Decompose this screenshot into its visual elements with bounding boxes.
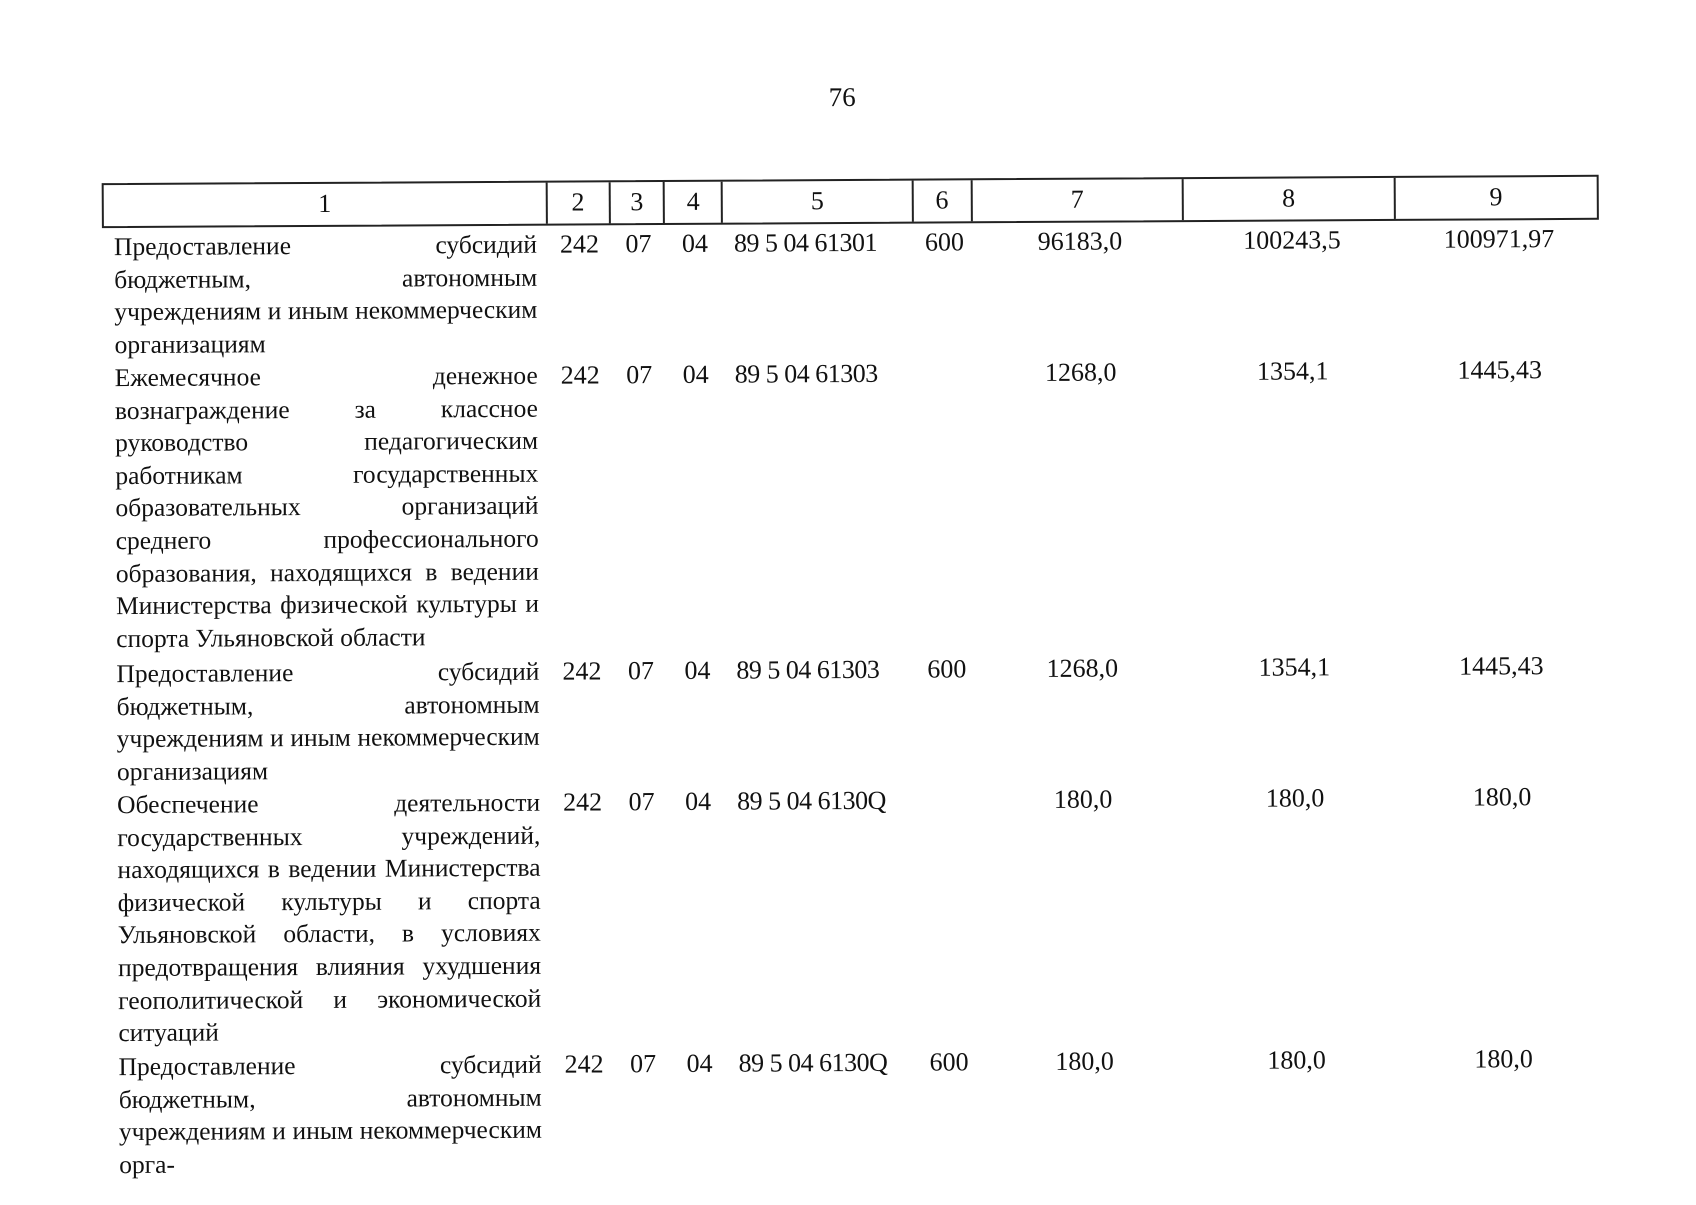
cell-col5: 89 5 04 6130Q xyxy=(731,785,924,818)
cell-col9: 1445,43 xyxy=(1399,354,1601,387)
cell-col2: 242 xyxy=(553,1048,616,1080)
cell-col7: 1268,0 xyxy=(975,356,1187,389)
header-cell: 6 xyxy=(913,180,972,221)
cell-col4: 04 xyxy=(669,786,727,818)
cell-col5: 89 5 04 61301 xyxy=(728,227,921,260)
row-description: Ежемесячное денежное вознаграждение за классное руководство педагогическим работникам государственных образовательных организаций среднего профессионального образования, находящихся в ведении Министерства физической культуры и спорта Ульяновской области xyxy=(115,360,540,656)
header-cell: 8 xyxy=(1184,178,1396,220)
cell-col7: 1268,0 xyxy=(976,652,1188,685)
cell-col2: 242 xyxy=(548,228,611,260)
cell-col9: 1445,43 xyxy=(1400,650,1602,683)
cell-col6: 600 xyxy=(915,226,974,258)
cell-col8: 180,0 xyxy=(1189,782,1401,815)
cell-col3: 07 xyxy=(611,228,666,260)
cell-col3: 07 xyxy=(612,359,667,391)
header-cell: 4 xyxy=(665,182,723,223)
cell-col9: 180,0 xyxy=(1402,1043,1604,1076)
header-cell: 1 xyxy=(104,183,548,226)
header-cell: 9 xyxy=(1395,177,1597,219)
cell-col3: 07 xyxy=(613,655,668,687)
header-cell: 5 xyxy=(723,181,914,223)
row-description: Обеспечение деятельности государственных учреждений, находящихся в ведении Министерства физической культуры и спорта Ульяновской области, в условиях предотвращения влияния ухудшения геополитической и экономической ситуаций xyxy=(117,787,541,1050)
cell-col5: 89 5 04 6130Q xyxy=(732,1047,925,1080)
cell-col6: 600 xyxy=(917,653,976,685)
cell-col6: 600 xyxy=(919,1046,978,1078)
cell-col5: 89 5 04 61303 xyxy=(730,654,923,687)
cell-col4: 04 xyxy=(667,359,725,391)
cell-col7: 96183,0 xyxy=(974,225,1186,258)
row-description: Предоставление субсидий бюджетным, автономным учреждениям и иным некоммерческим орга- xyxy=(119,1049,543,1182)
cell-col9: 180,0 xyxy=(1401,781,1603,814)
page-number: 76 xyxy=(817,82,867,113)
cell-col3: 07 xyxy=(616,1048,671,1080)
cell-col3: 07 xyxy=(614,786,669,818)
cell-col9: 100971,97 xyxy=(1398,223,1600,256)
cell-col8: 1354,1 xyxy=(1187,355,1399,388)
cell-col2: 242 xyxy=(550,655,613,687)
cell-col7: 180,0 xyxy=(978,1045,1190,1078)
row-description: Предоставление субсидий бюджетным, автономным учреждениям и иным некоммерческим организациям xyxy=(114,229,538,362)
header-cell: 7 xyxy=(972,179,1184,221)
cell-col5: 89 5 04 61303 xyxy=(729,358,922,391)
table-header xyxy=(102,175,1599,228)
header-cell: 3 xyxy=(610,182,665,223)
header-cell: 2 xyxy=(547,182,610,223)
cell-col7: 180,0 xyxy=(977,783,1189,816)
cell-col8: 100243,5 xyxy=(1186,224,1398,257)
cell-col2: 242 xyxy=(549,359,612,391)
cell-col2: 242 xyxy=(551,786,614,818)
cell-col4: 04 xyxy=(668,655,726,687)
cell-col4: 04 xyxy=(670,1048,728,1080)
cell-col4: 04 xyxy=(666,228,724,260)
row-description: Предоставление субсидий бюджетным, автономным учреждениям и иным некоммерческим организациям xyxy=(116,656,540,789)
cell-col8: 1354,1 xyxy=(1188,651,1400,684)
cell-col8: 180,0 xyxy=(1190,1044,1402,1077)
